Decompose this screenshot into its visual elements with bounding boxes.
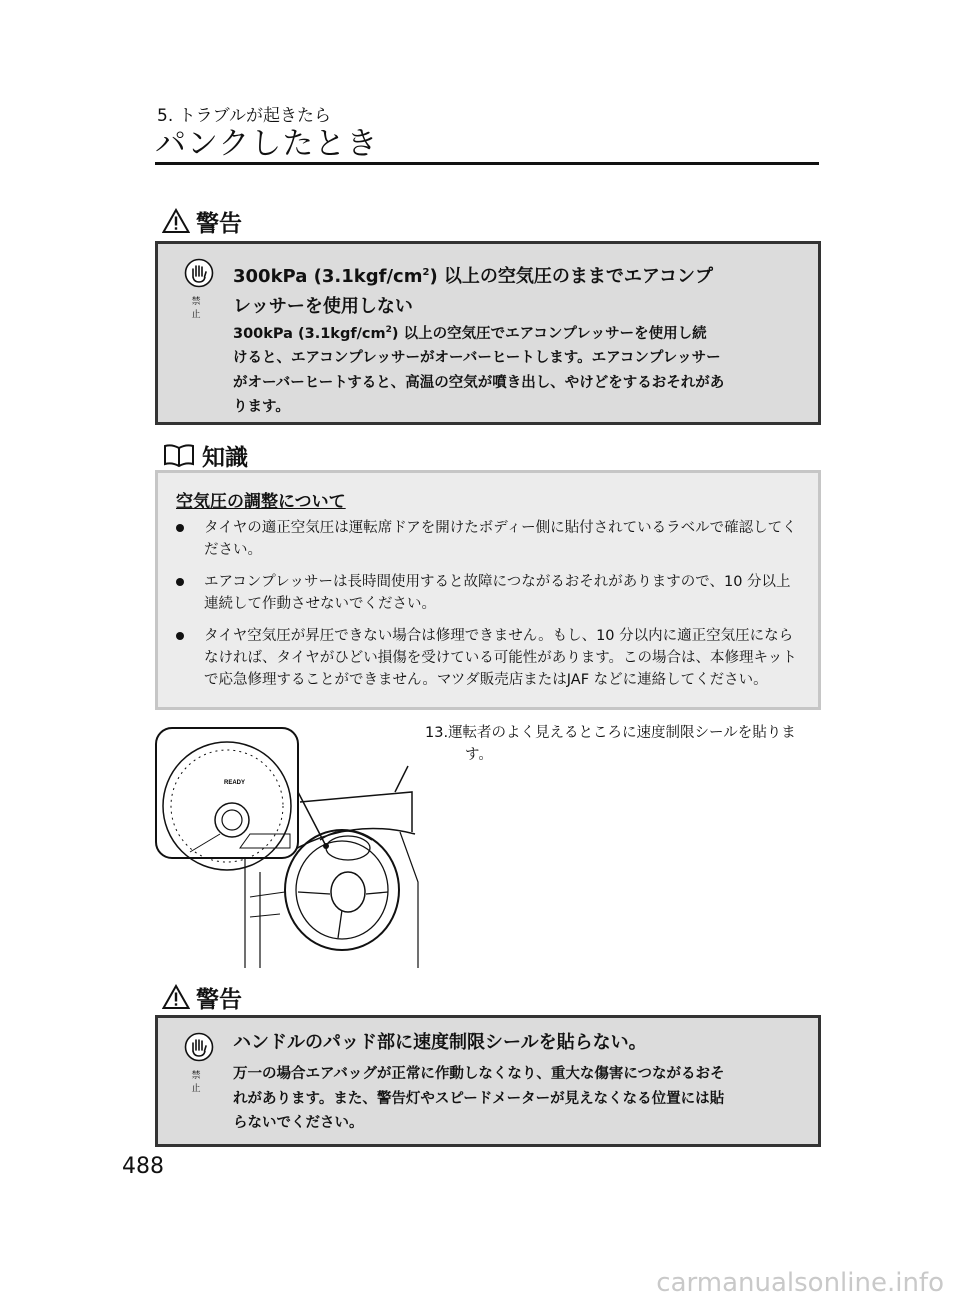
- body-text: がオーバーヒートすると、高温の空気が噴き出し、やけどをするおそれがあ: [233, 374, 725, 391]
- warning-header: [162, 980, 242, 1014]
- warning-label: 警告: [196, 210, 242, 237]
- superscript: 2: [385, 325, 392, 335]
- prohibited-hand-icon: [184, 1032, 214, 1062]
- chapter-label: 5. トラブルが起きたら: [157, 106, 331, 126]
- warning-box-sticker: [155, 1015, 821, 1147]
- list-item: タイヤの適正空気圧は運転席ドアを開けたボディー側に貼付されているラベルで確認してください。: [176, 517, 800, 561]
- body-text: れがあります。また、警告灯やスピードメーターが見えなくなる位置には貼: [233, 1090, 725, 1107]
- prohibited-caption: 禁 止: [191, 297, 207, 320]
- open-book-icon: [162, 442, 196, 468]
- warning-heading: [233, 258, 802, 322]
- prohibited-caption: 禁 止: [191, 1071, 207, 1094]
- body-text: けると、エアコンプレッサーがオーバーヒートします。エアコンプレッサー: [233, 350, 721, 367]
- steering-wheel-gauge-drawing: [150, 722, 422, 968]
- warning-label: 警告: [196, 986, 242, 1013]
- step-13: [425, 722, 820, 766]
- knowledge-label: 知識: [202, 444, 248, 471]
- knowledge-box: [155, 470, 821, 710]
- list-item: タイヤ空気圧が昇圧できない場合は修理できません。もし、10 分以内に適正空気圧にならなければ、タイヤがひどい損傷を受けている可能性があります。この場合は、本修理キットで応急修理することができません。マツダ販売店またはJAF などに連絡してください。: [176, 625, 800, 691]
- body-text: 300kPa (3.1kgf/cm: [233, 325, 386, 342]
- heading-text: ) 以上の空気圧のままでエアコンプ: [429, 266, 714, 287]
- dashboard-illustration: [150, 722, 422, 972]
- body-text: ) 以上の空気圧でエアコンプレッサーを使用し続: [391, 325, 707, 342]
- heading-text: 300kPa (3.1kgf/cm: [233, 266, 423, 287]
- step-number: 13.: [425, 725, 449, 741]
- prohibited-sign: [184, 258, 214, 320]
- heading-text: レッサーを使用しない: [233, 296, 413, 317]
- warning-header: [162, 204, 242, 238]
- page-title: パンクしたとき: [155, 126, 379, 162]
- list-item: エアコンプレッサーは長時間使用すると故障につながるおそれがありますので、10 分以上連続して作動させないでください。: [176, 571, 800, 615]
- watermark: carmanualsonline.info: [656, 1268, 944, 1298]
- prohibited-sign: [184, 1032, 214, 1094]
- gauge-ready-text: READY: [224, 780, 246, 786]
- body-text: ります。: [233, 399, 290, 416]
- body-text: らないでください。: [233, 1115, 364, 1131]
- superscript: 2: [422, 267, 430, 278]
- step-text: 運転者のよく見えるところに速度制限シールを貼ります。: [448, 725, 796, 763]
- warning-box-compressor: [155, 241, 821, 425]
- knowledge-title: 空気圧の調整について: [176, 492, 346, 512]
- warning-triangle-icon: [162, 984, 190, 1010]
- warning-heading: ハンドルのパッド部に速度制限シールを貼らない。: [233, 1032, 647, 1053]
- warning-body: [233, 318, 802, 420]
- knowledge-list: [176, 517, 800, 701]
- warning-body: [233, 1062, 802, 1136]
- prohibited-hand-icon: [184, 258, 214, 288]
- page-number: 488: [122, 1154, 164, 1179]
- knowledge-header: [162, 438, 248, 472]
- body-text: 万一の場合エアバッグが正常に作動しなくなり、重大な傷害につながるおそ: [233, 1066, 725, 1082]
- warning-triangle-icon: [162, 208, 190, 234]
- title-rule: [155, 162, 819, 165]
